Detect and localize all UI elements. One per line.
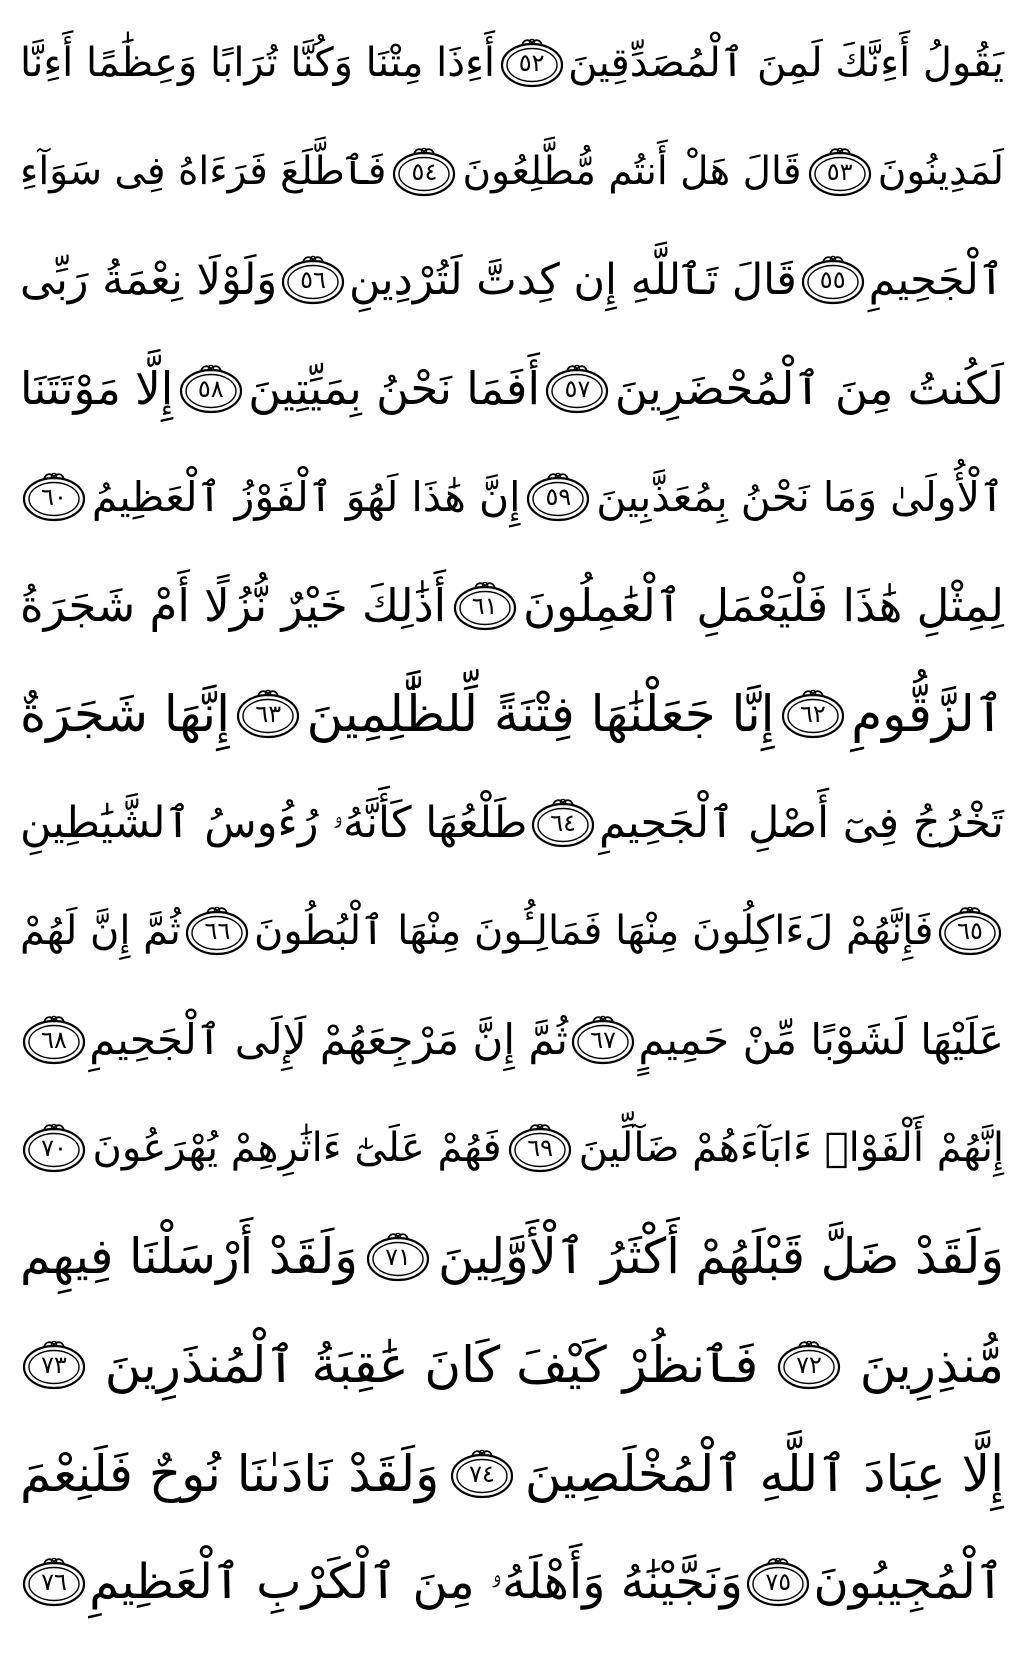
verse-line	[20, 340, 1004, 438]
verse-text: قَالَ هَلْ أَنتُم مُّطَّلِعُونَ	[462, 148, 802, 194]
ayah-number: ٧٠	[41, 1134, 67, 1162]
ayah-number-marker	[183, 905, 251, 957]
ayah-number: ٦٩	[527, 1134, 554, 1162]
verse-text: أَءِذَا مِتْنَا وَكُنَّا تُرَابًا وَعِظَٰمًا أَءِنَّا	[20, 40, 495, 86]
verse-text: فَٱطَّلَعَ فَرَءَاهُ فِى سَوَآءِ	[20, 148, 387, 194]
ayah-number-marker	[936, 905, 1004, 957]
ayah-number-marker	[20, 1339, 88, 1391]
verse-text: فَهُمْ عَلَىٰٓ ءَاثَٰرِهِمْ يُهْرَعُونَ	[92, 1125, 502, 1171]
ayah-number: ٧٢	[796, 1351, 822, 1379]
verse-text: إِلَّا مَوْتَتَنَا	[20, 361, 174, 415]
ayah-number: ٥٧	[564, 374, 591, 403]
verse-text: فَٱنظُرْ كَيْفَ كَانَ عَٰقِبَةُ ٱلْمُنذَرِينَ	[104, 1336, 759, 1394]
ayah-number: ٦١	[471, 591, 498, 620]
verse-text: أَذَٰلِكَ خَيْرٌ نُّزُلًا أَمْ شَجَرَةُ	[20, 578, 447, 632]
ayah-number-marker	[20, 471, 88, 523]
ayah-number: ٦٧	[590, 1025, 617, 1054]
ayah-number: ٥٩	[545, 483, 572, 511]
verse-text: ٱلْمُجِيبُونَ	[813, 1554, 1004, 1610]
ayah-number-marker	[779, 688, 847, 740]
verse-text: تَخْرُجُ فِىٓ أَصْلِ ٱلْجَحِيمِ	[598, 797, 1004, 848]
verse-text: قَالَ تَٱللَّهِ إِن كِدتَّ لَتُرْدِينِ	[348, 255, 797, 305]
verse-line	[20, 1425, 1004, 1523]
ayah-number-marker	[506, 1122, 574, 1174]
verse-text: لَكُنتُ مِنَ ٱلْمُحْضَرِينَ	[614, 361, 1004, 415]
verse-line	[20, 882, 1004, 980]
ayah-number: ٥٣	[826, 157, 853, 186]
ayah-number-marker	[529, 797, 597, 849]
ayah-number-marker	[524, 471, 592, 523]
verse-line	[20, 665, 1004, 763]
ayah-number: ٥٦	[300, 266, 326, 294]
verse-text: إِنَّهَا شَجَرَةٌ	[20, 685, 230, 743]
verse-text: يَقُولُ أَءِنَّكَ لَمِنَ ٱلْمُصَدِّقِينَ	[568, 40, 1004, 86]
ayah-number-marker	[448, 1448, 516, 1500]
verse-line	[20, 231, 1004, 329]
verse-line	[20, 991, 1004, 1089]
verse-text: إِلَّا عِبَادَ ٱللَّهِ ٱلْمُخْلَصِينَ	[524, 1444, 1004, 1503]
verse-text: لَمَدِينُونَ	[877, 148, 1004, 194]
verse-line	[20, 448, 1004, 546]
verse-text: فَإِنَّهُمْ لَءَاكِلُونَ مِنْهَا فَمَالِـُٔونَ مِنْهَا ٱلْبُطُونَ	[253, 908, 934, 954]
verse-text: لِمِثْلِ هَٰذَا فَلْيَعْمَلِ ٱلْعَٰمِلُونَ	[523, 578, 1004, 632]
verse-text: أَفَمَا نَحْنُ بِمَيِّتِينَ	[248, 361, 540, 415]
verse-text: ٱلزَّقُّومِ	[851, 685, 1004, 743]
ayah-number-marker	[498, 37, 566, 89]
ayah-number-marker	[234, 688, 302, 740]
ayah-number: ٦٨	[41, 1025, 67, 1054]
ayah-number: ٦٥	[957, 917, 983, 945]
verse-text: وَلَقَدْ نَادَىٰنَا نُوحٌ فَلَنِعْمَ	[20, 1444, 440, 1503]
verse-line	[20, 557, 1004, 655]
verse-text: وَلَقَدْ ضَلَّ قَبْلَهُمْ أَكْثَرُ ٱلْأَوَّلِينَ	[438, 1227, 1004, 1285]
verse-text: ثُمَّ إِنَّ لَهُمْ	[20, 908, 181, 954]
ayah-number: ٥٨	[197, 374, 224, 403]
ayah-number-marker	[390, 146, 458, 198]
verse-line	[20, 14, 1004, 112]
ayah-number-marker	[806, 146, 874, 198]
verse-text: وَلَوْلَا نِعْمَةُ رَبِّى	[20, 255, 278, 305]
ayah-number: ٥٥	[819, 266, 846, 294]
ayah-number: ٧١	[385, 1242, 411, 1271]
ayah-number-marker	[775, 1339, 843, 1391]
ayah-number: ٧٤	[469, 1459, 495, 1488]
verse-text: إِنَّ هَٰذَا لَهُوَ ٱلْفَوْزُ ٱلْعَظِيمُ	[91, 473, 521, 521]
ayah-number-marker	[744, 1556, 812, 1608]
verse-line	[20, 123, 1004, 221]
verse-line	[20, 1099, 1004, 1197]
ayah-number: ٥٢	[518, 49, 545, 77]
verse-text: إِنَّا جَعَلْنَٰهَا فِتْنَةً لِّلظَّٰلِمِينَ	[306, 685, 775, 743]
verse-text: عَلَيْهَا لَشَوْبًا مِّنْ حَمِيمٍ	[638, 1014, 1004, 1064]
ayah-number: ٦٢	[799, 700, 826, 728]
ayah-number: ٦٣	[255, 700, 282, 728]
verse-text: ٱلْأُولَىٰ وَمَا نَحْنُ بِمُعَذَّبِينَ	[596, 473, 1004, 521]
verse-text: وَنَجَّيْنَٰهُ وَأَهْلَهُۥ مِنَ ٱلْكَرْبِ ٱلْعَظِيمِ	[89, 1554, 743, 1610]
ayah-number-marker	[177, 363, 245, 415]
ayah-number-marker	[20, 1014, 88, 1066]
verse-line	[20, 1208, 1004, 1306]
mushaf-page	[20, 14, 1004, 1642]
ayah-number: ٧٣	[41, 1351, 67, 1379]
verse-text: ٱلْجَحِيمِ	[868, 255, 1004, 305]
verse-line	[20, 1316, 1004, 1414]
verse-text: ثُمَّ إِنَّ مَرْجِعَهُمْ لَإِلَى ٱلْجَحِيمِ	[89, 1014, 568, 1064]
ayah-number: ٦٦	[204, 917, 231, 945]
ayah-number: ٥٤	[411, 157, 438, 186]
verse-line	[20, 1533, 1004, 1631]
ayah-number-marker	[20, 1122, 88, 1174]
verse-line	[20, 774, 1004, 872]
ayah-number: ٧٦	[41, 1568, 67, 1596]
ayah-number-marker	[20, 1556, 88, 1608]
ayah-number-marker	[279, 254, 347, 306]
verse-text: طَلْعُهَا كَأَنَّهُۥ رُءُوسُ ٱلشَّيَٰطِينِ	[20, 797, 528, 848]
ayah-number: ٦٤	[550, 808, 577, 837]
ayah-number-marker	[451, 580, 519, 632]
ayah-number-marker	[569, 1014, 637, 1066]
ayah-number-marker	[364, 1231, 432, 1283]
verse-text: وَلَقَدْ أَرْسَلْنَا فِيهِم	[20, 1227, 358, 1285]
verse-text: مُّنذِرِينَ	[859, 1336, 1004, 1394]
ayah-number-marker	[799, 254, 867, 306]
verse-text: إِنَّهُمْ أَلْفَوْا۟ ءَابَآءَهُمْ ضَآلِّينَ	[578, 1125, 1004, 1171]
ayah-number: ٦٠	[41, 483, 67, 511]
ayah-number-marker	[543, 363, 611, 415]
ayah-number: ٧٥	[765, 1568, 792, 1596]
